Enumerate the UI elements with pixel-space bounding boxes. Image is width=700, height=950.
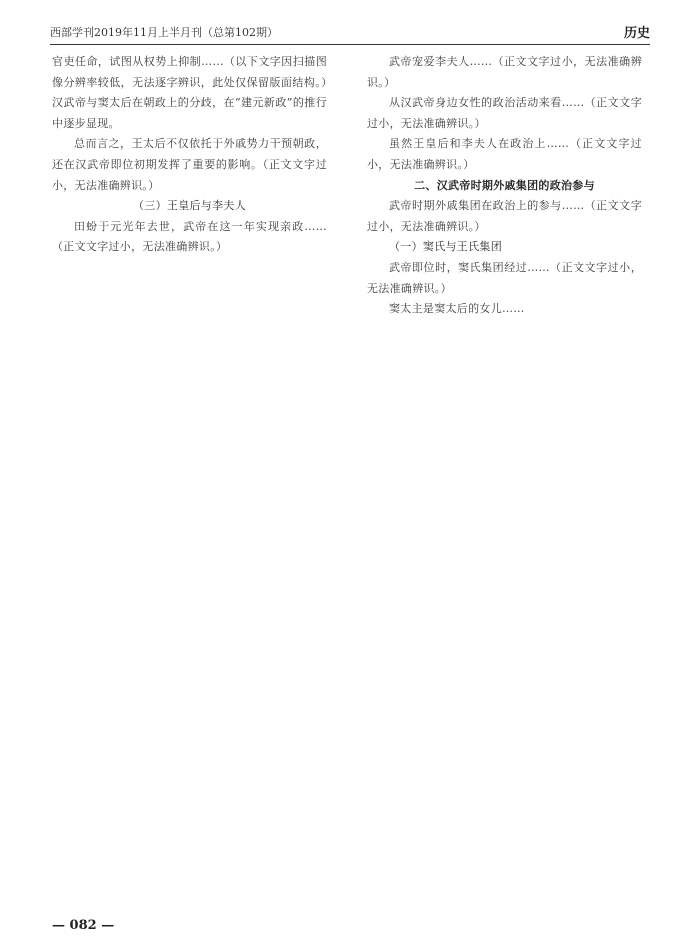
left-subheading-1: （三）王皇后与李夫人 <box>133 199 246 213</box>
right-paragraph-6: 窦太主是窦太后的女儿…… <box>389 302 525 316</box>
right-paragraph-5: 武帝即位时，窦氏集团经过……（正文文字过小，无法准确辨识。） <box>367 260 642 295</box>
section-label: 历史 <box>623 26 650 41</box>
left-paragraph-3: 田蚡于元光年去世，武帝在这一年实现亲政……（正文文字过小，无法准确辨识。） <box>52 219 327 254</box>
right-section-heading: 二、汉武帝时期外戚集团的政治参与 <box>414 178 595 192</box>
right-paragraph-4: 武帝时期外戚集团在政治上的参与……（正文文字过小，无法准确辨识。） <box>367 199 642 233</box>
page-header <box>50 14 650 45</box>
journal-title: 西部学刊2019年11月上半月刊（总第102期） <box>50 26 278 39</box>
left-paragraph-1: 官吏任命，试图从权势上抑制……（以下文字因扫描图像分辨率较低，无法逐字辨识，此处仅保留版面结构。）汉武帝与窦太后在朝政上的分歧，在“建元新政”的推行中逐步显现。 <box>52 55 327 130</box>
left-column <box>52 52 327 258</box>
right-subheading-1: （一）窦氏与王氏集团 <box>389 240 502 254</box>
right-paragraph-2: 从汉武帝身边女性的政治活动来看……（正文文字过小，无法准确辨识。） <box>367 96 642 130</box>
page-number: — 082 — <box>52 918 115 933</box>
left-paragraph-2: 总而言之，王太后不仅依托于外戚势力干预朝政，还在汉武帝即位初期发挥了重要的影响。（正文文字过小，无法准确辨识。） <box>52 137 327 192</box>
right-column <box>367 52 642 320</box>
right-paragraph-1: 武帝宠爱李夫人……（正文文字过小，无法准确辨识。） <box>367 55 642 89</box>
right-paragraph-3: 虽然王皇后和李夫人在政治上……（正文文字过小，无法准确辨识。） <box>367 137 642 171</box>
